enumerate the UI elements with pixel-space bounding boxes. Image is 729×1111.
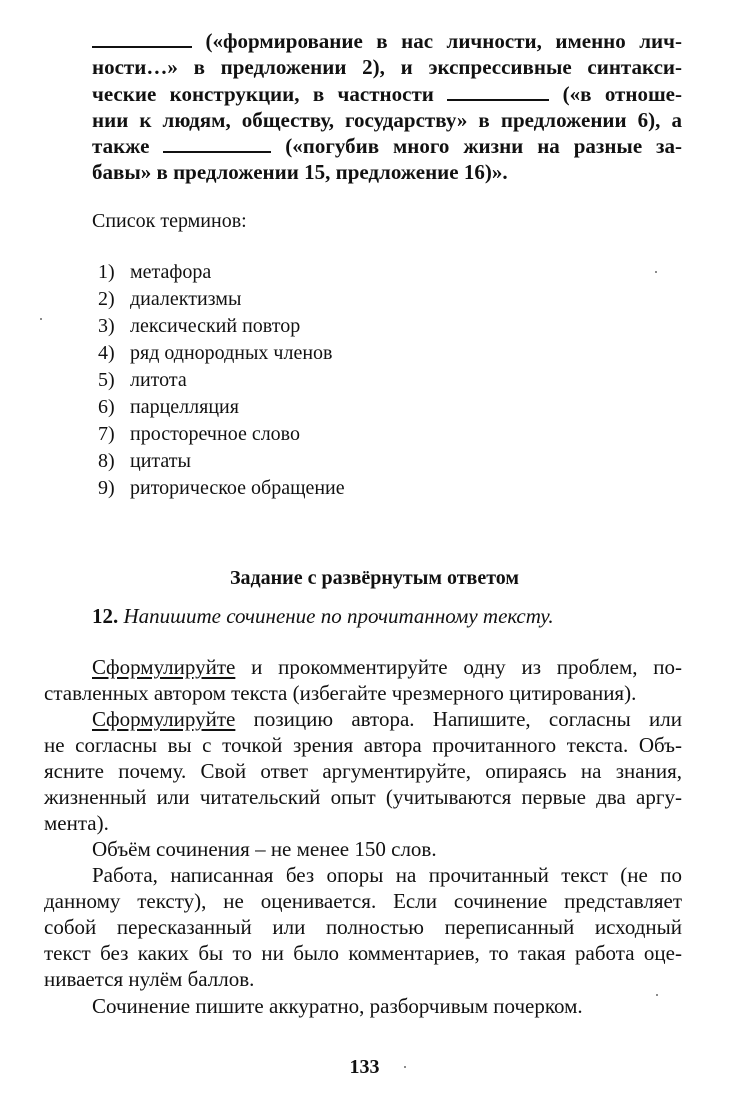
term-text: ряд однородных членов xyxy=(130,342,333,364)
answer-blank-2 xyxy=(447,81,549,101)
underlined-word: Сформулируйте xyxy=(92,655,236,679)
term-text: риторическое обращение xyxy=(130,477,345,499)
list-item xyxy=(98,286,241,312)
list-item xyxy=(98,475,345,501)
intro-line-2: ности…» в предложении 2), и экспрессивные синтакси- xyxy=(92,55,682,79)
paragraph-2-line-5: мента). xyxy=(44,811,109,835)
intro-text: («формирование в нас личности, именно лич- xyxy=(192,29,682,53)
intro-text: ческие конструкции, в частности xyxy=(92,82,448,106)
list-number: 4) xyxy=(98,342,115,364)
term-text: литота xyxy=(130,369,187,391)
intro-line-4: нии к людям, обществу, государству» в предложении 6), а xyxy=(92,108,682,132)
paragraph-text: позицию автора. Напишите, согласны или xyxy=(235,707,682,731)
intro-line-6: бавы» в предложении 15, предложение 16)». xyxy=(92,160,508,184)
intro-text: («в отноше- xyxy=(549,82,682,106)
paragraph-3: Объём сочинения – не менее 150 слов. xyxy=(92,837,437,861)
answer-blank-1 xyxy=(92,28,192,48)
list-item xyxy=(98,259,211,285)
paragraph-4-line-4: текст без каких бы то ни было комментариев, то такая работа оце- xyxy=(44,941,682,965)
scan-speck xyxy=(655,271,657,273)
terms-heading: Список терминов: xyxy=(92,210,247,232)
task-number: 12. xyxy=(92,604,119,628)
list-item xyxy=(98,367,187,393)
answer-blank-3 xyxy=(163,133,271,153)
list-number: 7) xyxy=(98,423,115,445)
list-item xyxy=(98,313,300,339)
list-number: 5) xyxy=(98,369,115,391)
paragraph-4-line-2: данному тексту), не оценивается. Если сочинение представляет xyxy=(44,889,682,913)
list-number: 3) xyxy=(98,315,115,337)
list-item xyxy=(98,394,239,420)
list-item xyxy=(98,340,332,366)
paragraph-1-line-1 xyxy=(92,654,682,680)
scan-speck xyxy=(656,994,658,996)
paragraph-4-line-1: Работа, написанная без опоры на прочитанный текст (не по xyxy=(92,863,682,887)
paragraph-1-line-2: ставленных автором текста (избегайте чрезмерного цитирования). xyxy=(44,681,637,705)
intro-text: («погубив много жизни на разные за- xyxy=(271,134,682,158)
paragraph-text: и прокомментируйте одну из проблем, по- xyxy=(235,655,682,679)
list-number: 1) xyxy=(98,261,115,283)
section-title: Задание с развёрнутым ответом xyxy=(229,567,520,589)
term-text: диалектизмы xyxy=(130,288,242,310)
scan-speck xyxy=(40,318,42,320)
intro-line-3 xyxy=(92,81,682,107)
task-prompt-text: Напишите сочинение по прочитанному тексту. xyxy=(123,604,554,628)
task-prompt xyxy=(92,603,554,629)
intro-line-1 xyxy=(92,28,682,54)
paragraph-4-line-5: нивается нулём баллов. xyxy=(44,967,255,991)
paragraph-4-line-3: собой пересказанный или полностью переписанный исходный xyxy=(44,915,682,939)
intro-line-5 xyxy=(92,133,682,159)
term-text: просторечное слово xyxy=(130,423,300,445)
paragraph-2-line-1 xyxy=(92,706,682,732)
paragraph-5: Сочинение пишите аккуратно, разборчивым почерком. xyxy=(92,994,583,1018)
list-number: 9) xyxy=(98,477,115,499)
term-text: лексический повтор xyxy=(130,315,301,337)
paragraph-2-line-3: ясните почему. Свой ответ аргументируйте, опираясь на знания, xyxy=(44,759,682,783)
list-number: 6) xyxy=(98,396,115,418)
list-item xyxy=(98,421,300,447)
paragraph-2-line-4: жизненный или читательский опыт (учитываются первые два аргу- xyxy=(44,785,682,809)
list-number: 8) xyxy=(98,450,115,472)
list-item xyxy=(98,448,191,474)
term-text: метафора xyxy=(130,261,212,283)
term-text: парцелляция xyxy=(130,396,239,418)
paragraph-2-line-2: не согласны вы с точкой зрения автора прочитанного текста. Объ- xyxy=(44,733,682,757)
underlined-word: Сформулируйте xyxy=(92,707,236,731)
term-text: цитаты xyxy=(130,450,191,472)
scan-speck xyxy=(404,1066,406,1068)
page-number: 133 xyxy=(349,1056,380,1078)
list-number: 2) xyxy=(98,288,115,310)
intro-text: также xyxy=(92,134,164,158)
